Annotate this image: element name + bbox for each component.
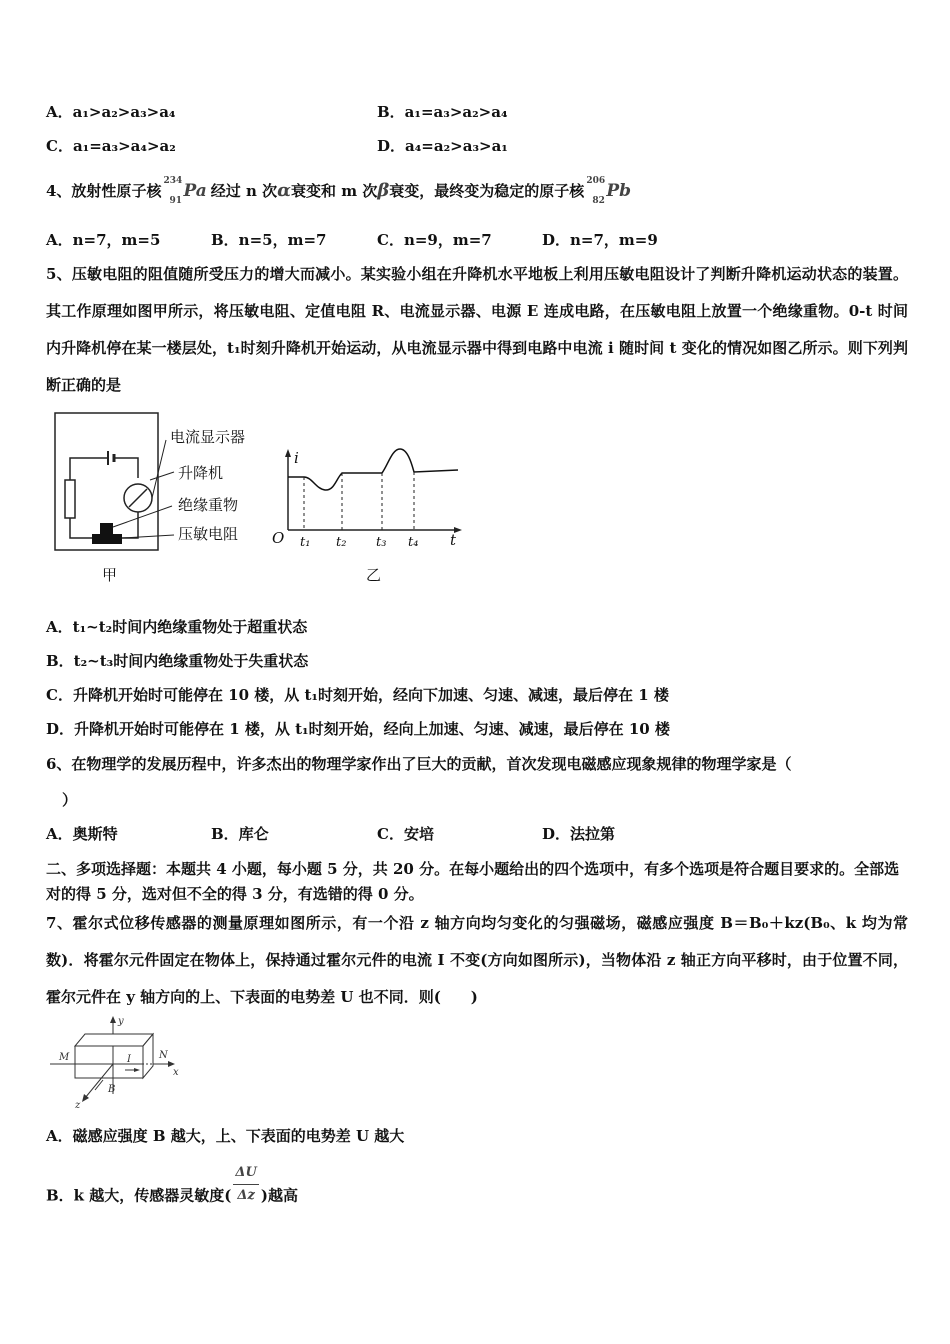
label-b: B bbox=[108, 1084, 116, 1095]
figure-jia bbox=[50, 410, 265, 585]
fraction-denominator: Δz bbox=[237, 1188, 255, 1203]
label-jia: 甲 bbox=[102, 566, 118, 584]
beta-symbol: β bbox=[377, 180, 390, 201]
insulated-weight bbox=[100, 523, 113, 534]
q6-stem: 6、在物理学的发展历程中，许多杰出的物理学家作出了巨大的贡献，首次发现电磁感应现象规律的物理学家是（ bbox=[46, 755, 792, 773]
fixed-resistor bbox=[65, 480, 75, 518]
q3-option-c: C．a₁=a₃>a₄>a₂ bbox=[46, 137, 176, 155]
circuit-top-wire bbox=[70, 458, 138, 478]
label-piezo: 压敏电阻 bbox=[178, 525, 239, 543]
label-ammeter: 电流显示器 bbox=[170, 428, 246, 446]
label-t3: t₃ bbox=[376, 535, 387, 550]
leader-elevator bbox=[150, 472, 174, 480]
q7-option-b-post: )越高 bbox=[260, 1186, 298, 1205]
figure-yi bbox=[270, 445, 470, 585]
q4-option-b: B．n=5，m=7 bbox=[211, 231, 327, 249]
pa-nuclide bbox=[163, 176, 207, 206]
y-axis-arrow bbox=[110, 1016, 116, 1023]
q5-stem: 5、压敏电阻的阻值随所受压力的增大而减小。某实验小组在升降机水平地板上利用压敏电阻设计了判断升降机运动状态的装置。其工作原理如图甲所示，将压敏电阻、定值电阻 R、电流显示器、电源 E 连成电路，在压敏电阻上放置一个绝缘重物。0-t 时间内升降机停在某一楼层处，t₁时刻升降机开始运动，从电流显示器中得到电路中电流 i 随时间 t 变化的情况如图乙所示。则下列判断正确的是 bbox=[46, 265, 908, 394]
label-t-axis: t bbox=[450, 531, 457, 549]
q4-option-a: A．n=7，m=5 bbox=[46, 231, 161, 249]
leader-ammeter bbox=[152, 440, 166, 498]
q4-mid3: 衰变，最终变为稳定的原子核 bbox=[389, 182, 585, 200]
i-axis-arrow bbox=[285, 449, 291, 457]
fraction-numerator: ΔU bbox=[233, 1162, 258, 1185]
q3-option-d: D．a₄=a₂>a₃>a₁ bbox=[377, 137, 508, 155]
q4-mid1: 经过 n 次 bbox=[210, 182, 278, 200]
label-m: M bbox=[59, 1052, 70, 1063]
current-arrowhead bbox=[134, 1068, 140, 1072]
q3-option-b: B．a₁=a₃>a₂>a₄ bbox=[377, 103, 508, 121]
q7-option-b-pre: B．k 越大，传感器灵敏度( bbox=[46, 1186, 232, 1205]
q4-mid2: 衰变和 m 次 bbox=[291, 182, 378, 200]
pa-mass: 234 bbox=[163, 176, 183, 186]
label-elevator: 升降机 bbox=[178, 464, 224, 482]
piezo-resistor bbox=[92, 534, 122, 544]
q7-stem: 7、霍尔式位移传感器的测量原理如图所示，有一个沿 z 轴方向均匀变化的匀强磁场，磁感应强度 B＝B₀＋kz(B₀、k 均为常数)．将霍尔元件固定在物体上，保持通过霍尔元件的电流 I 不变(方向如图所示)，当物体沿 z 轴正方向平移时，由于位置不同，霍尔元件在 y 轴方向的上、下表面的电势差 U 也不同．则( ) bbox=[46, 914, 908, 1006]
pb-mass: 206 bbox=[586, 176, 606, 186]
q7-option-a: A．磁感应强度 B 越大，上、下表面的电势差 U 越大 bbox=[46, 1127, 405, 1145]
section2-heading: 二、多项选择题：本题共 4 小题，每小题 5 分，共 20 分。在每小题给出的四个选项中，有多个选项是符合题目要求的。全部选对的得 5 分，选对但不全的得 3 分，有选错的得 0 分。 bbox=[46, 860, 900, 903]
sensitivity-fraction bbox=[233, 1162, 258, 1207]
hall-front-face bbox=[75, 1046, 143, 1078]
q4-lead: 4、放射性原子核 bbox=[46, 182, 162, 200]
pa-number: 91 bbox=[169, 196, 182, 206]
q4-option-d: D．n=7，m=9 bbox=[542, 231, 658, 249]
q5-option-b: B．t₂~t₃时间内绝缘重物处于失重状态 bbox=[46, 652, 309, 670]
q3-option-a: A．a₁>a₂>a₃>a₄ bbox=[46, 103, 176, 121]
q4-option-c: C．n=9，m=7 bbox=[377, 231, 492, 249]
label-t4: t₄ bbox=[408, 535, 419, 550]
label-t1: t₁ bbox=[300, 535, 311, 550]
label-origin: O bbox=[272, 529, 285, 547]
q6-option-a: A．奥斯特 bbox=[46, 825, 118, 843]
label-i-axis: i bbox=[294, 449, 299, 467]
pb-symbol: Pb bbox=[606, 181, 631, 201]
q5-option-c: C．升降机开始时可能停在 10 楼，从 t₁时刻开始，经向下加速、匀速、减速，最后停在 1 楼 bbox=[46, 686, 669, 704]
hall-top-face bbox=[75, 1034, 153, 1046]
label-t2: t₂ bbox=[336, 535, 347, 550]
pb-nuclide bbox=[586, 176, 631, 206]
figure-hall-sensor bbox=[45, 1012, 195, 1114]
label-yi: 乙 bbox=[366, 566, 382, 584]
leader-piezo bbox=[122, 535, 174, 538]
q6-option-d: D．法拉第 bbox=[542, 825, 616, 843]
label-n: N bbox=[159, 1050, 168, 1061]
circuit-right-wire bbox=[122, 512, 138, 538]
q4-stem bbox=[46, 176, 635, 206]
pb-number: 82 bbox=[592, 196, 605, 206]
q5-option-a: A．t₁~t₂时间内绝缘重物处于超重状态 bbox=[46, 618, 308, 636]
label-i: I bbox=[127, 1054, 131, 1065]
label-z: z bbox=[75, 1100, 81, 1111]
label-x: x bbox=[173, 1067, 179, 1078]
q6-option-b: B．库仑 bbox=[211, 825, 269, 843]
pa-symbol: Pa bbox=[183, 181, 207, 201]
q5-option-d: D．升降机开始时可能停在 1 楼，从 t₁时刻开始，经向上加速、匀速、减速，最后停在 10 楼 bbox=[46, 720, 670, 738]
alpha-symbol: α bbox=[277, 180, 292, 201]
current-curve bbox=[288, 449, 458, 490]
q6-option-c: C．安培 bbox=[377, 825, 434, 843]
q6-close-paren: ） bbox=[62, 791, 78, 809]
label-y: y bbox=[118, 1016, 124, 1027]
label-weight: 绝缘重物 bbox=[178, 496, 239, 514]
